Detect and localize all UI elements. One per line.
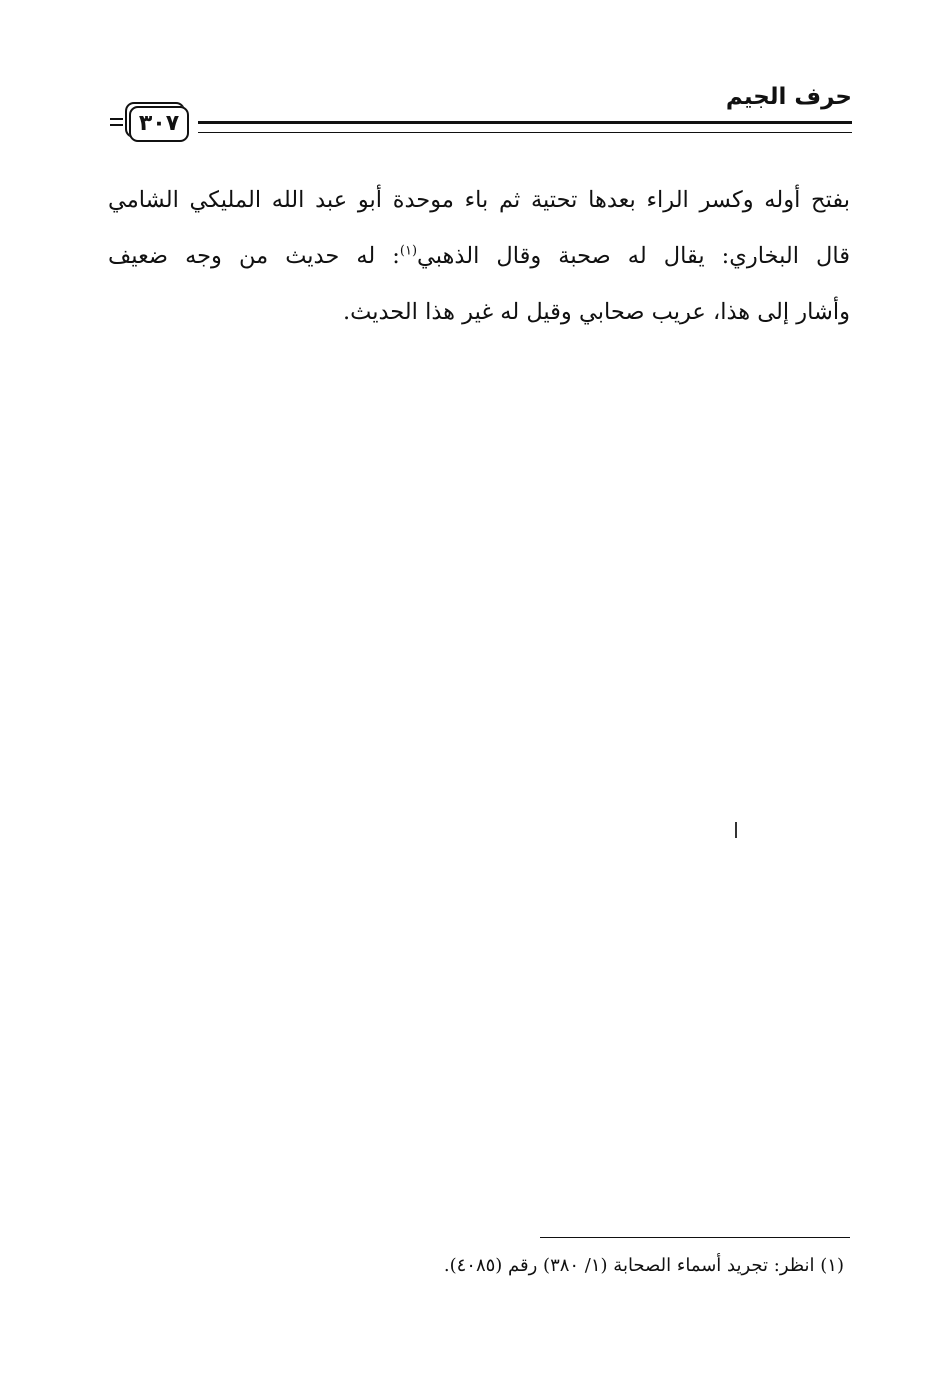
header-double-rule [198,121,852,133]
footnote-1: (١) انظر: تجريد أسماء الصحابة (١/ ٣٨٠) رقم (٤٠٨٥). [443,1255,844,1276]
body-text [108,178,850,346]
body-line-3: وأشار إلى هذا، عريب صحابي وقيل له غير هذا الحديث. [342,299,850,325]
body-line-2-end: : له حديث من وجه ضعيف [108,243,400,269]
footnote-separator [540,1237,850,1238]
body-line-2-start: قال البخاري: يقال له صحبة وقال الذهبي [417,243,850,269]
body-line-2 [108,234,850,290]
chapter-title: حرف الجيم [725,84,852,110]
header-rule-end-mark [110,118,123,126]
footnote-reference[interactable]: (١) [399,243,418,259]
page-number: ٣٠٧ [129,106,189,142]
stray-ink-mark [735,822,737,838]
page-header [100,80,852,160]
body-line-1: بفتح أوله وكسر الراء بعدها تحتية ثم باء موحدة أبو عبد الله المليكي الشامي [108,187,850,213]
